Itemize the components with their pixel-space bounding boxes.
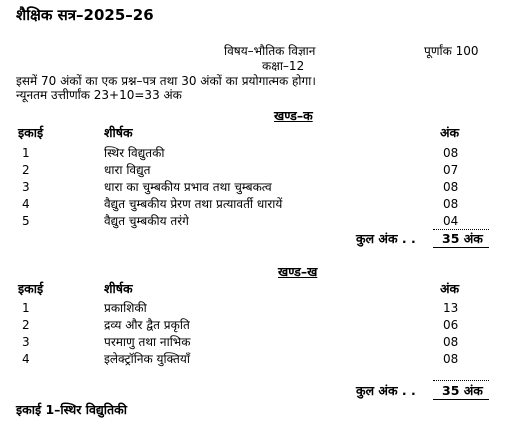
total-top-rule — [433, 380, 489, 381]
total-bottom-rule — [433, 399, 489, 400]
section-a-col-unit: इकाई — [18, 125, 44, 140]
table-row-marks: 04 — [443, 214, 459, 228]
table-row-title: प्रकाशिकी — [104, 301, 147, 315]
table-row-title: द्रव्य और द्वैत प्रकृति — [104, 318, 190, 332]
section-b-col-marks: अंक — [440, 281, 460, 296]
table-row-unit: 2 — [22, 318, 30, 332]
table-row-unit: 2 — [22, 163, 30, 177]
table-row-unit: 1 — [22, 301, 30, 315]
section-a-heading: खण्ड–क — [274, 108, 313, 123]
section-b-total-value: 35 अंक — [442, 383, 483, 398]
total-top-rule — [433, 229, 489, 230]
total-bottom-rule — [433, 247, 489, 248]
table-row-title: वैद्युत चुम्बकीय तरंगे — [104, 214, 189, 228]
table-row-marks: 08 — [443, 197, 459, 211]
pass-marks-note: न्यूनतम उत्तीर्णांक 23+10=33 अंक — [16, 88, 182, 102]
table-row-marks: 08 — [443, 335, 459, 349]
table-row-marks: 08 — [443, 180, 459, 194]
table-row-title: स्थिर विद्युतकी — [104, 146, 165, 160]
table-row-marks: 08 — [443, 352, 459, 366]
session-title: शैक्षिक सत्र–2025–26 — [16, 6, 154, 24]
subject-label: विषय–भौतिक विज्ञान — [224, 44, 316, 58]
table-row-marks: 06 — [443, 318, 459, 332]
table-row-marks: 07 — [443, 163, 459, 177]
section-a-col-marks: अंक — [440, 125, 460, 140]
table-row-unit: 5 — [22, 214, 30, 228]
section-b-col-unit: इकाई — [18, 281, 44, 296]
section-b-total-label: कुल अंक . . — [356, 383, 416, 398]
table-row-unit: 3 — [22, 335, 30, 349]
table-row-marks: 08 — [443, 146, 459, 160]
section-b-col-title: शीर्षक — [104, 281, 133, 296]
table-row-title: धारा का चुम्बकीय प्रभाव तथा चुम्बकत्व — [104, 180, 272, 194]
table-row-title: वैद्युत चुम्बकीय प्रेरण तथा प्रत्यावर्ती धारायें — [104, 197, 283, 211]
max-marks-label: पूर्णांक 100 — [424, 44, 479, 58]
table-row-unit: 4 — [22, 352, 30, 366]
class-label: कक्षा–12 — [262, 59, 305, 73]
section-a-col-title: शीर्षक — [104, 125, 133, 140]
table-row-unit: 4 — [22, 197, 30, 211]
table-row-unit: 1 — [22, 146, 30, 160]
table-row-marks: 13 — [443, 301, 459, 315]
table-row-title: परमाणु तथा नाभिक — [104, 335, 191, 349]
section-a-total-label: कुल अंक . . — [356, 231, 416, 246]
section-a-total-value: 35 अंक — [442, 231, 483, 246]
table-row-title: धारा विद्युत — [104, 163, 151, 177]
section-b-heading: खण्ड–ख — [278, 264, 318, 279]
table-row-unit: 3 — [22, 180, 30, 194]
unit-1-heading: इकाई 1–स्थिर विद्युतिकी — [16, 402, 127, 417]
table-row-title: इलेक्ट्रॉनिक युक्तियाँ — [104, 352, 190, 366]
paper-note: इसमें 70 अंकों का एक प्रश्न–पत्र तथा 30 अंकों का प्रयोगात्मक होगा। — [16, 74, 316, 88]
